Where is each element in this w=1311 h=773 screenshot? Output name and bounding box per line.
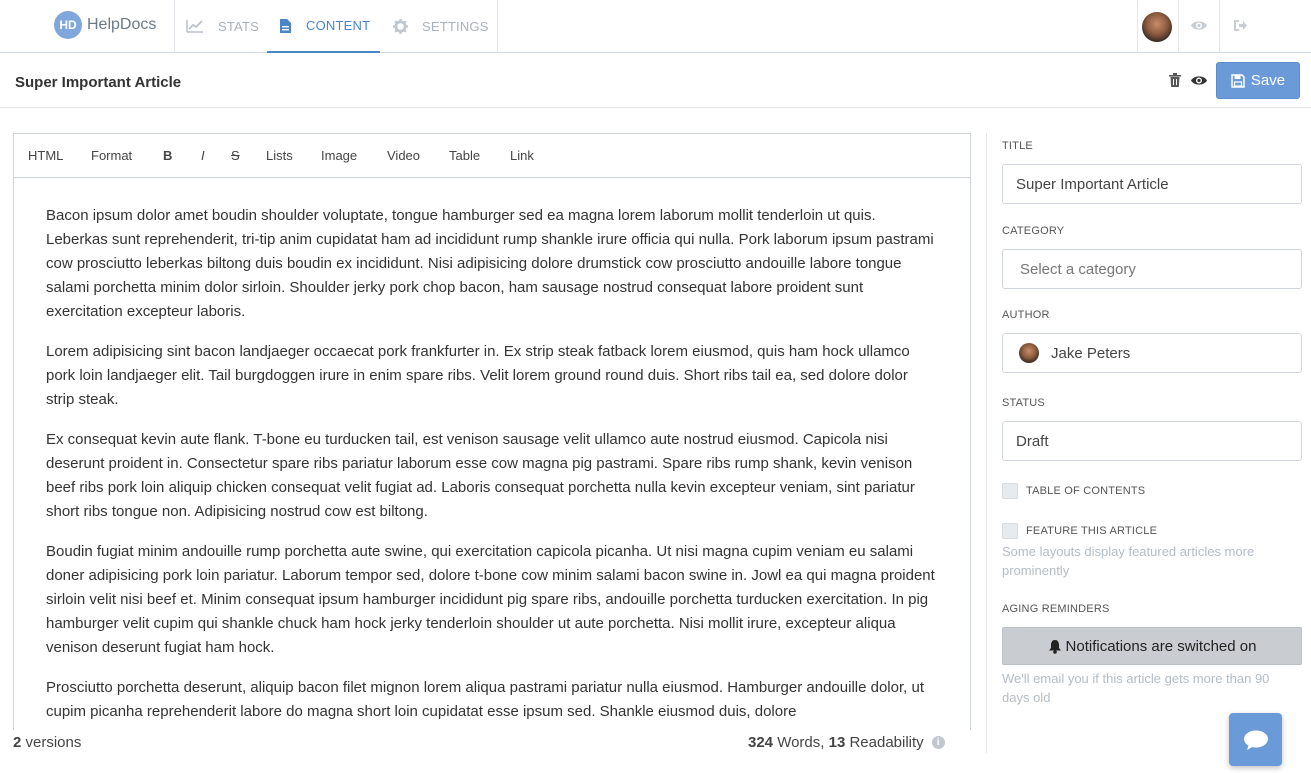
notifications-help-text: We'll email you if this article gets more than 90 days old (1002, 671, 1270, 705)
feature-article-checkbox[interactable] (1002, 523, 1018, 539)
eye-icon[interactable] (1190, 74, 1208, 87)
tab-settings-label: SETTINGS (422, 18, 489, 34)
brand-logo[interactable] (54, 11, 156, 39)
nav-divider (1137, 0, 1138, 52)
content-paragraph[interactable]: Lorem adipisicing sint bacon landjaeger occaecat pork frankfurter in. Ex strip steak fatback lorem eiusmod, quis ham hock ullamco pork loin landjaeger elit. Tail burgdoggen irure in enim spare ribs. Velit lorem ground round duis. Short ribs tail ea, sed dolore dolor strip steak. (46, 343, 910, 408)
aging-reminders-label: AGING REMINDERS (1002, 603, 1110, 615)
nav-divider (174, 0, 175, 52)
author-name: Jake Peters (1051, 344, 1131, 362)
readability-score: 13 (828, 734, 846, 751)
floppy-disk-icon (1231, 74, 1245, 88)
category-field-label: CATEGORY (1002, 225, 1065, 237)
notifications-label: Notifications are switched on (1065, 637, 1257, 655)
feature-article-toggle[interactable] (1002, 523, 1157, 539)
status-field-label: STATUS (1002, 397, 1045, 409)
tab-content-label: CONTENT (306, 18, 371, 33)
tab-content[interactable] (267, 0, 380, 53)
title-field[interactable]: Super Important Article (1002, 164, 1302, 204)
save-button[interactable] (1216, 62, 1300, 99)
toolbar-link-button[interactable]: Link (510, 148, 534, 163)
table-of-contents-toggle[interactable] (1002, 483, 1145, 499)
author-field-label: AUTHOR (1002, 309, 1050, 321)
brand-name: HelpDocs (87, 16, 157, 33)
tab-stats[interactable] (186, 0, 259, 52)
feature-article-label: FEATURE THIS ARTICLE (1026, 525, 1158, 537)
content-paragraph[interactable]: Ex consequat kevin aute flank. T-bone eu turducken tail, est venison sausage velit ullamco aute nostrud eiusmod. Capicola nisi deserunt proident in. Consectetur spare ribs pariatur laborum esse cow magna pig pastrami. Spare ribs rump shank, kevin venison beef ribs pork loin aliquip chicken consequat velit fugiat ad. Laboris consequat porchetta nulla kevin excepteur veniam, sint pariatur short ribs tongue non. Adipisicing nostrud cow est biltong. (46, 431, 915, 520)
versions-label: versions (21, 734, 82, 751)
word-stats (748, 734, 945, 751)
article-editor (13, 133, 971, 730)
toolbar-strikethrough-button[interactable]: S (231, 148, 240, 163)
page-title: Super Important Article (15, 74, 182, 91)
content-paragraph[interactable]: Bacon ipsum dolor amet boudin shoulder voluptate, tongue hamburger sed ea magna lorem laborum mollit tenderloin ut quis. Leberkas sunt reprehenderit, tri-tip anim cupidatat ham ad incididunt rump shankle irure officia qui nulla. Pork laborum ipsum pastrami cow prosciutto leberkas biltong duis boudin ex incididunt. Nisi adipisicing dolore drumstick cow prosciutto andouille labore tongue salami porchetta minim dolor sirloin. Shoulder jerky pork chop bacon, ham sausage nostrud consequat labore proident sunt exercitation excepteur laboris. (46, 207, 934, 320)
editor-content[interactable] (14, 178, 970, 724)
save-button-label: Save (1250, 72, 1286, 89)
chart-icon (186, 19, 204, 33)
toolbar-format-button[interactable]: Format (91, 148, 133, 163)
nav-divider (1178, 0, 1179, 52)
article-header (0, 53, 1311, 108)
notifications-toggle-button[interactable] (1002, 627, 1302, 665)
info-icon[interactable]: i (932, 736, 945, 749)
versions-count: 2 (13, 734, 22, 751)
toolbar-table-button[interactable]: Table (449, 148, 481, 163)
toolbar-bold-button[interactable]: B (163, 148, 173, 163)
author-select[interactable] (1002, 333, 1302, 373)
chat-bubble-icon (1243, 729, 1269, 751)
bell-icon (1048, 639, 1062, 654)
top-navigation (0, 0, 1311, 53)
readability-label: Readability (845, 734, 924, 751)
toolbar-video-button[interactable]: Video (387, 148, 421, 163)
eye-icon[interactable] (1190, 19, 1208, 32)
nav-divider (497, 0, 498, 52)
chat-widget-button[interactable] (1229, 713, 1282, 766)
sign-out-icon[interactable] (1233, 19, 1248, 32)
logo-badge: HD (54, 11, 82, 39)
content-paragraph[interactable]: Prosciutto porchetta deserunt, aliquip bacon filet mignon lorem aliqua pastrami pariatur nulla eiusmod. Hamburger andouille dolor, ut cupim picanha reprehenderit labore do magna short loin cupidatat esse ipsum sed. Shankle eiusmod duis, dolore (46, 679, 924, 720)
content-paragraph[interactable]: Boudin fugiat minim andouille rump porchetta aute swine, qui exercitation capicola picanha. Ut nisi magna cupim veniam eu salami doner adipisicing pork loin pariatur. Laborum tempor sed, dolore t-bone cow minim salami bacon swine in. Jowl ea qui magna proident sirloin velit nisi beef et. Minim consequat ipsum hamburger incididunt pig spare ribs, andouille porchetta turducken exercitation. In pig hamburger velit cupim qui shankle chuck ham hock jerky tenderloin shoulder ut aute porchetta. Nisi mollit irure, excepteur aliqua venison deserunt fugiat ham hock. (46, 543, 935, 656)
category-select[interactable]: Select a category (1002, 249, 1302, 289)
trash-icon[interactable] (1169, 73, 1181, 87)
table-of-contents-checkbox[interactable] (1002, 483, 1018, 499)
nav-divider (1219, 0, 1220, 52)
gear-icon (393, 19, 408, 34)
status-select[interactable]: Draft (1002, 421, 1302, 461)
tab-settings[interactable] (393, 0, 489, 52)
toolbar-italic-button[interactable]: I (201, 148, 205, 163)
table-of-contents-label: TABLE OF CONTENTS (1026, 485, 1146, 497)
toolbar-image-button[interactable]: Image (321, 148, 358, 163)
feature-help-text: Some layouts display featured articles more prominently (1002, 544, 1255, 578)
document-icon (279, 18, 292, 34)
toolbar-lists-button[interactable]: Lists (266, 148, 293, 163)
word-count-label: Words, (773, 734, 829, 751)
word-count: 324 (748, 734, 774, 751)
tab-stats-label: STATS (218, 18, 259, 34)
editor-toolbar (14, 134, 970, 178)
versions-link[interactable] (13, 734, 81, 751)
user-avatar[interactable] (1142, 12, 1172, 42)
author-avatar (1019, 343, 1039, 363)
title-field-label: TITLE (1002, 140, 1033, 152)
panel-divider (986, 133, 987, 753)
toolbar-html-button[interactable]: HTML (28, 148, 64, 163)
